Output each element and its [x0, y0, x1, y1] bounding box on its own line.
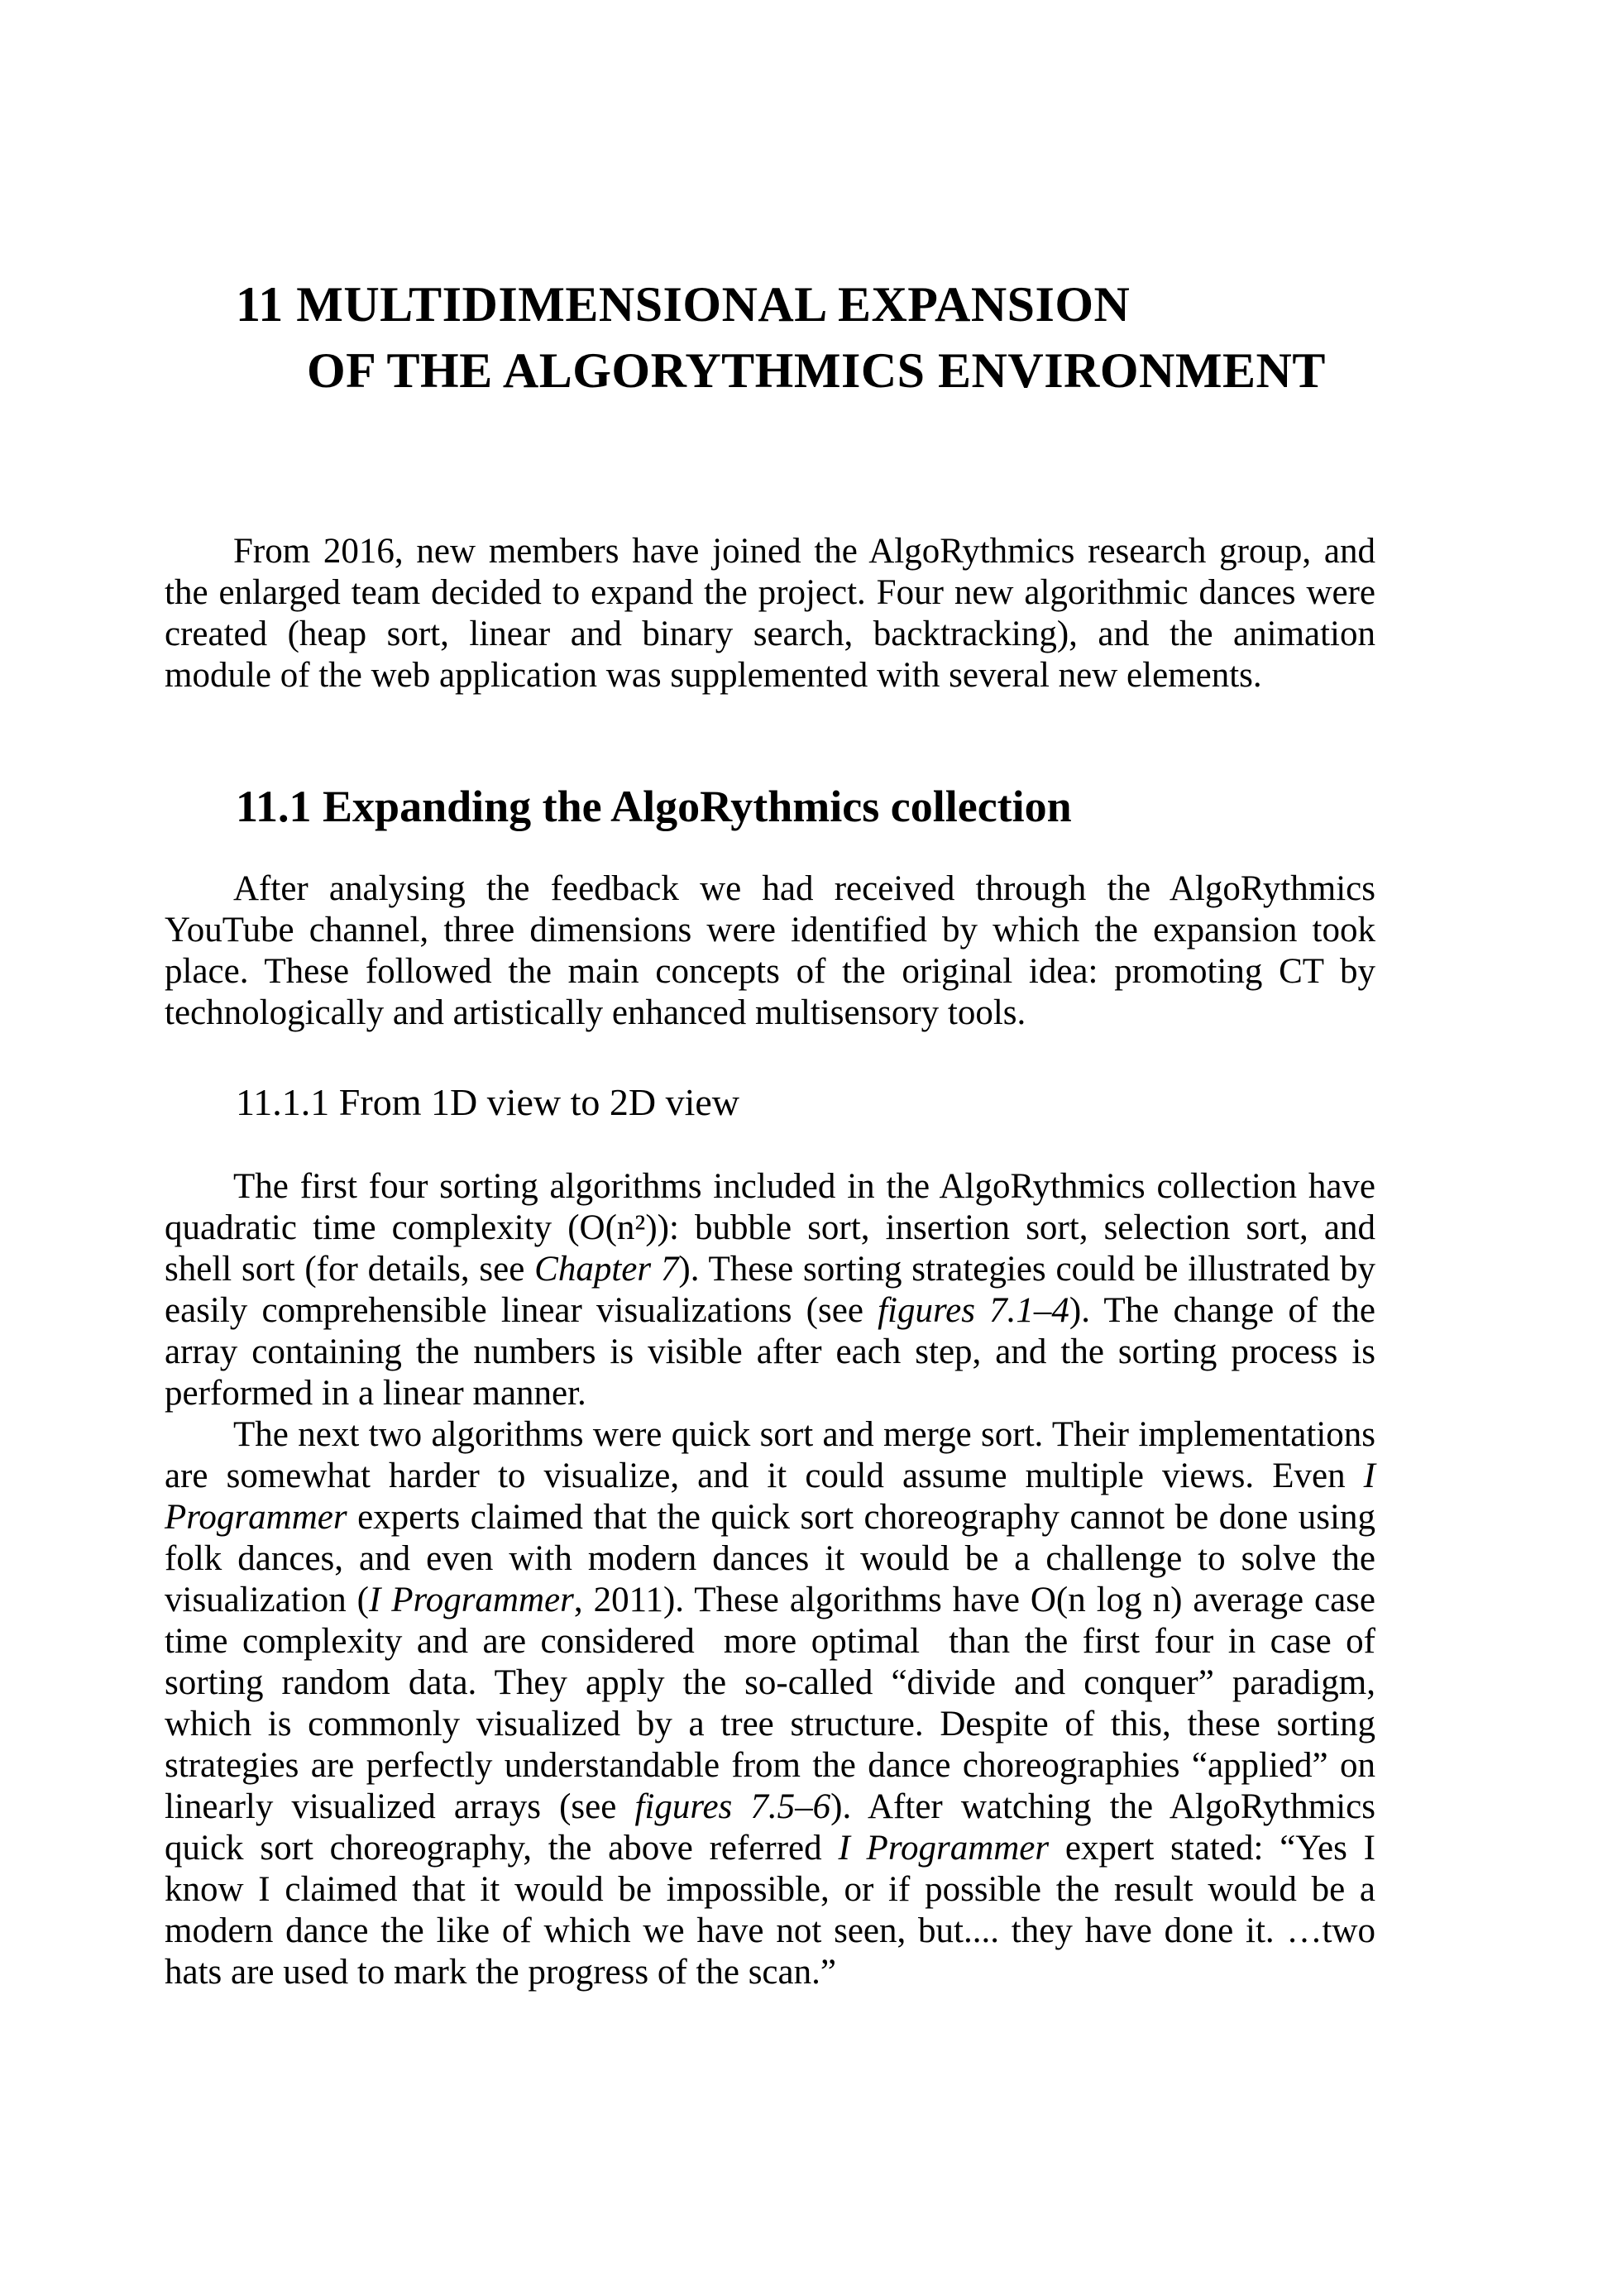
- chapter-title: [236, 271, 1375, 404]
- section-heading: 11.1 Expanding the AlgoRythmics collection: [236, 782, 1072, 831]
- chapter-title-line2: OF THE ALGORYTHMICS ENVIRONMENT: [307, 343, 1326, 398]
- section-paragraph: After analysing the feedback we had received through the AlgoRythmics YouTube channel, three dimensions were identified by which the expansion took place. These followed the main concepts of the original idea: promoting CT by technologically and artistically enhanced multisensory tools.: [165, 869, 1375, 1032]
- subsection-paragraph-2: The next two algorithms were quick sort and merge sort. Their implementations are somewhat harder to visualize, and it could assume multiple views. Even I Programmer experts claimed that the quick sort choreography cannot be done using folk dances, and even with modern dances it would be a challenge to solve the visualization (I Programmer, 2011). These algorithms have O(n log n) average case time complexity and are considered more optimal than the first four in case of sorting random data. They apply the so-called “divide and conquer” paradigm, which is commonly visualized by a tree structure. Despite of this, these sorting strategies are perfectly understandable from the dance choreographies “applied” on linearly visualized arrays (see figures 7.5–6). After watching the AlgoRythmics quick sort choreography, the above referred I Programmer expert stated: “Yes I know I claimed that it would be impossible, or if possible the result would be a modern dance the like of which we have not seen, but.... they have done it. …two hats are used to mark the progress of the scan.”: [165, 1415, 1375, 1992]
- intro-paragraph: From 2016, new members have joined the AlgoRythmics research group, and the enlarged team decided to expand the project. Four new algorithmic dances were created (heap sort, linear and binary search, backtracking), and the animation module of the web application was supplemented with several new elements.: [165, 532, 1375, 695]
- text-column: [165, 0, 1375, 1993]
- subsection-heading: 11.1.1 From 1D view to 2D view: [236, 1081, 740, 1123]
- subsection-paragraph-1: The first four sorting algorithms included in the AlgoRythmics collection have quadratic time complexity (O(n²)): bubble sort, insertion sort, selection sort, and shell sort (for details, see Chapter 7). These sorting strategies could be illustrated by easily comprehensible linear visualizations (see figures 7.1–4). The change of the array containing the numbers is visible after each step, and the sorting process is performed in a linear manner.: [165, 1167, 1375, 1413]
- chapter-title-line1: 11 MULTIDIMENSIONAL EXPANSION: [236, 277, 1131, 332]
